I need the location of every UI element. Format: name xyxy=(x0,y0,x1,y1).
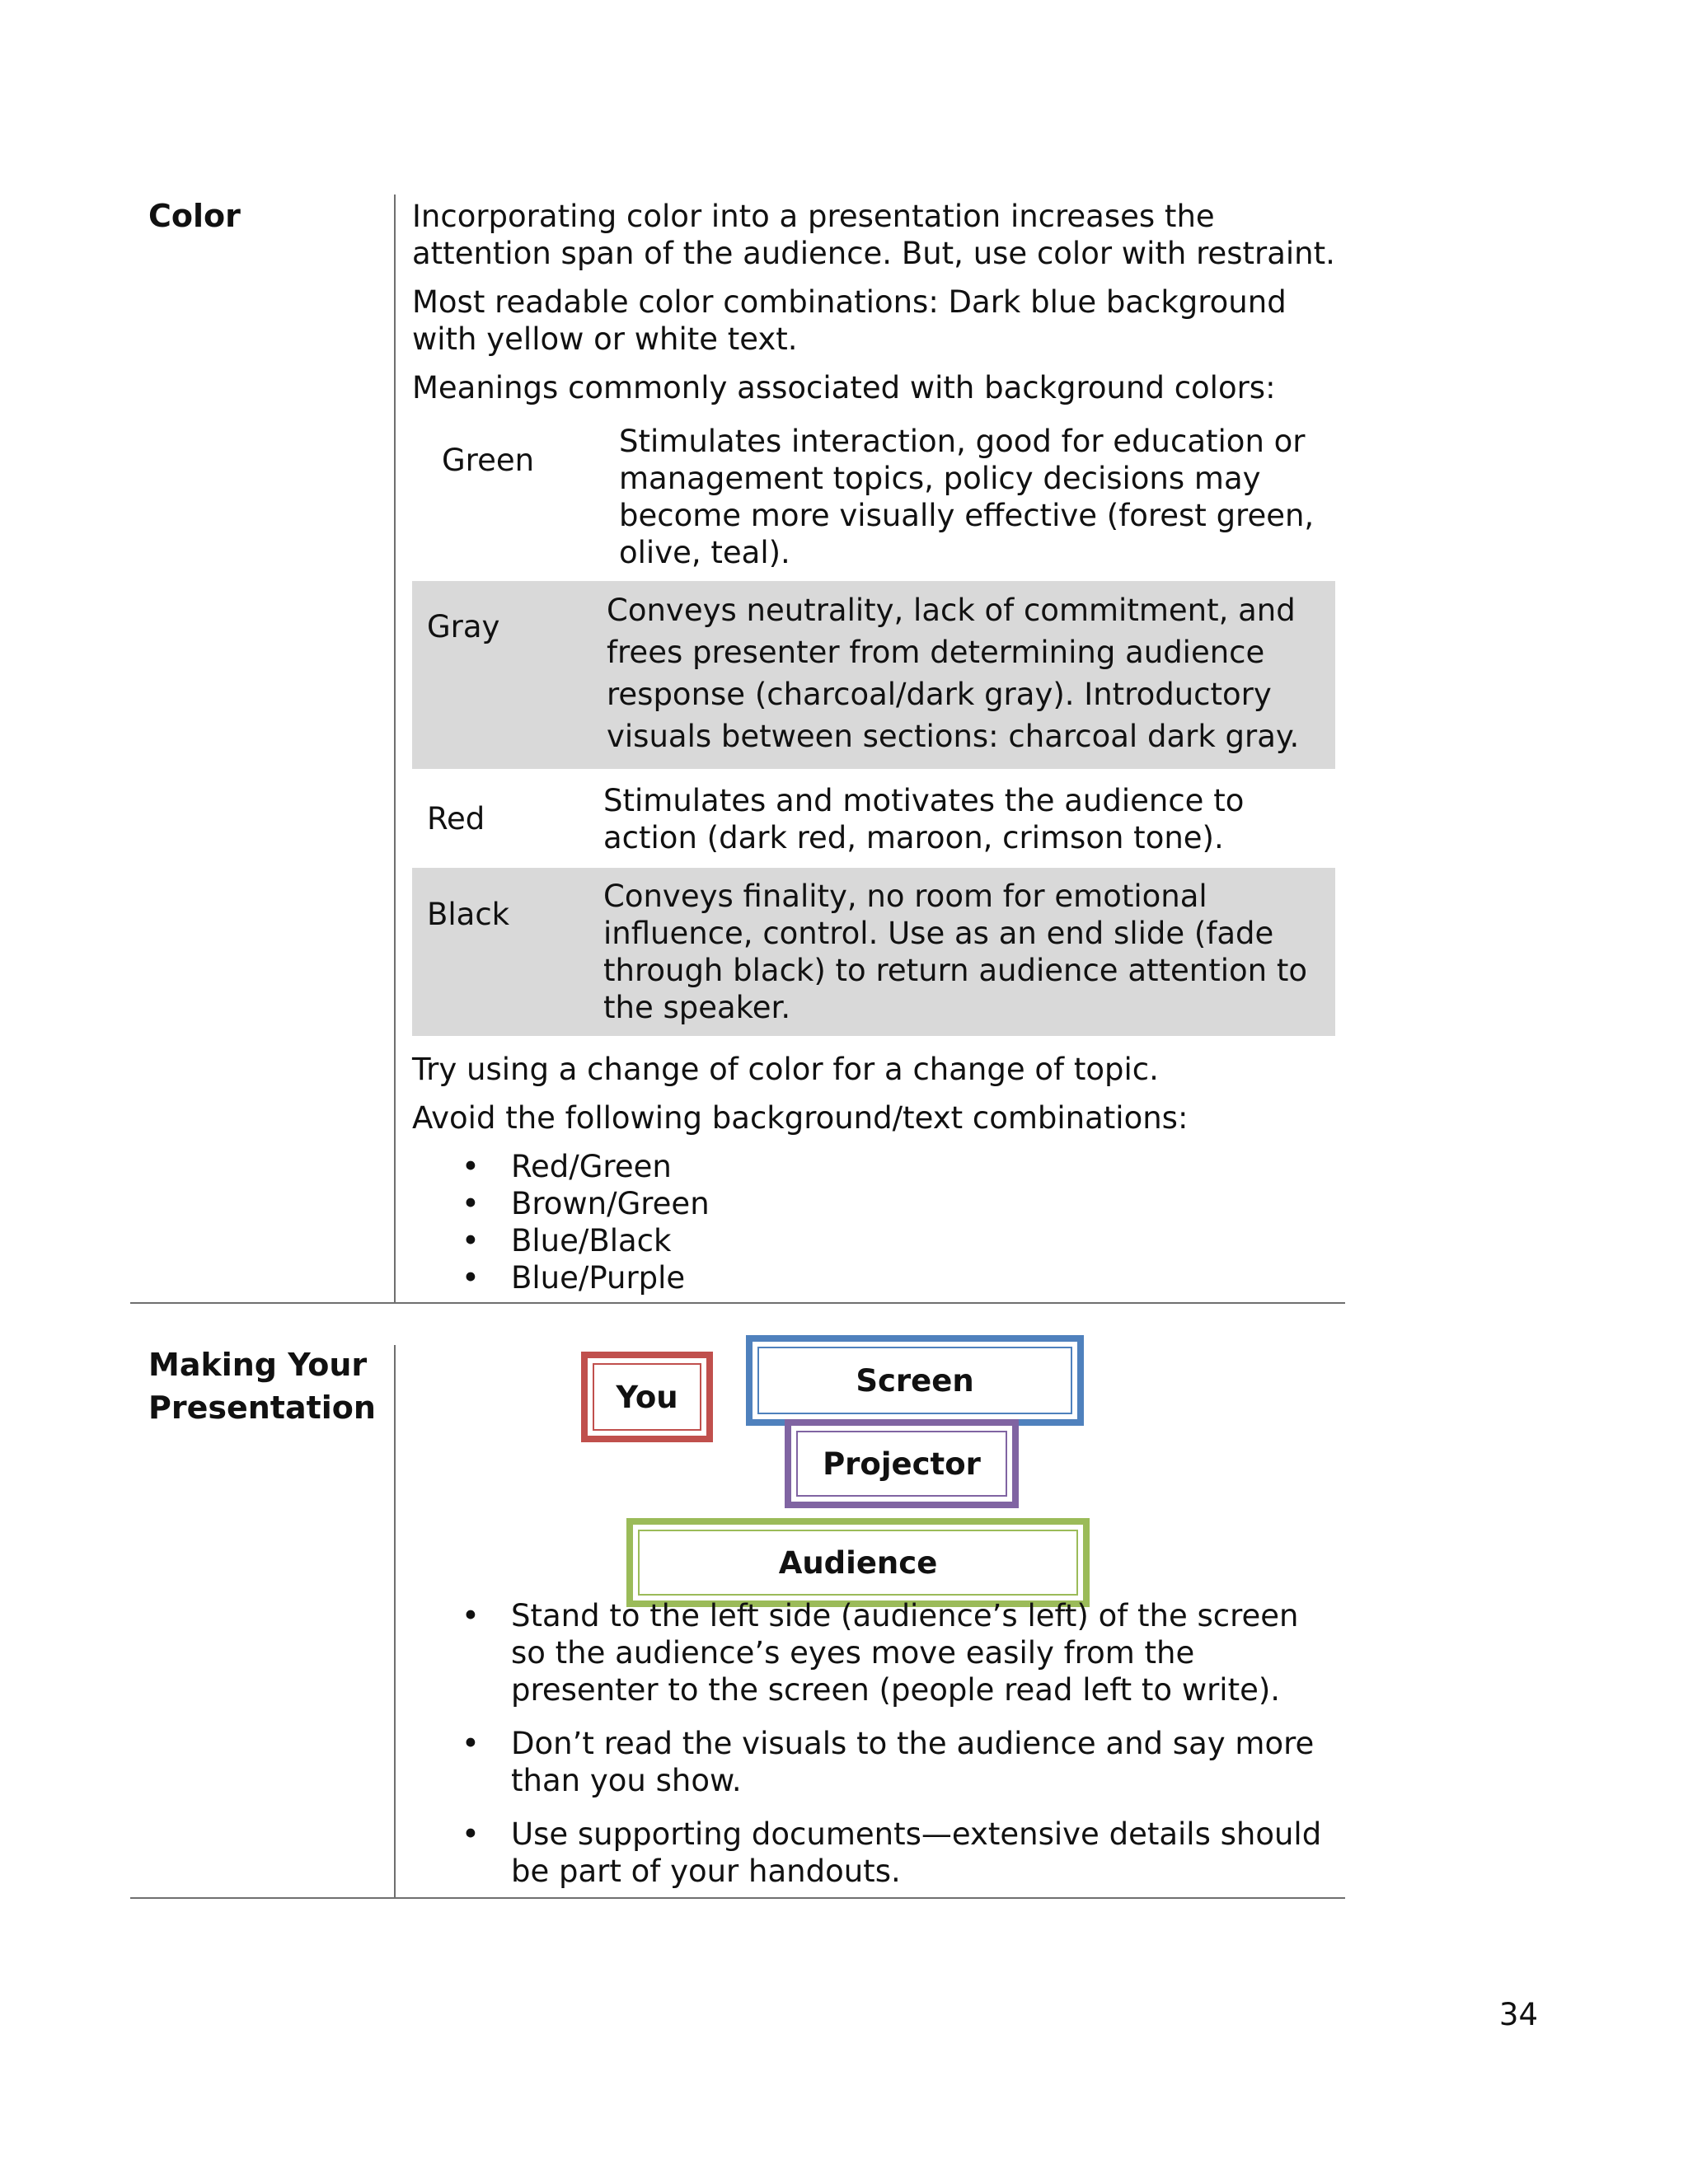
section-divider xyxy=(130,1302,1345,1304)
making-heading: Making Your Presentation xyxy=(148,1347,376,1426)
projector-label: Projector xyxy=(823,1446,981,1482)
column-divider xyxy=(394,194,396,1302)
list-item: • Red/Green xyxy=(412,1148,1335,1185)
list-item: • Use supporting documents—extensive details should be part of your handouts. xyxy=(412,1816,1335,1890)
color-row-red xyxy=(412,769,1335,868)
you-label: You xyxy=(616,1379,678,1415)
color-row-green xyxy=(412,423,1335,581)
avoid-intro: Avoid the following background/text combinations: xyxy=(412,1100,1189,1136)
color-content xyxy=(412,198,1335,1296)
color-tip: Try using a change of color for a change of topic. xyxy=(412,1052,1159,1087)
color-meanings-table xyxy=(412,423,1335,1036)
you-box xyxy=(581,1352,713,1442)
audience-box xyxy=(626,1518,1090,1607)
screen-box xyxy=(746,1335,1084,1426)
audience-label: Audience xyxy=(778,1544,938,1581)
color-paragraph-3: Meanings commonly associated with background colors: xyxy=(412,370,1276,405)
color-heading: Color xyxy=(148,198,241,234)
color-name: Red xyxy=(427,801,485,837)
color-row-black xyxy=(412,868,1335,1036)
list-item: • Blue/Black xyxy=(412,1222,1335,1259)
column-divider xyxy=(394,1345,396,1899)
color-name: Black xyxy=(427,897,510,932)
list-item: • Brown/Green xyxy=(412,1185,1335,1222)
list-item: • Stand to the left side (audience’s left) of the screen so the audience’s eyes move easily from the presenter to the screen (people read left to write). xyxy=(412,1597,1335,1708)
screen-label: Screen xyxy=(856,1362,974,1399)
color-row-gray xyxy=(412,581,1335,769)
avoid-list xyxy=(412,1148,1335,1296)
color-description: Conveys finality, no room for emotional influence, control. Use as an end slide (fade through black) to return audience attention to the speaker. xyxy=(603,879,1307,1025)
list-item: • Blue/Purple xyxy=(412,1259,1335,1296)
presentation-tips-list xyxy=(412,1597,1335,1890)
color-description: Stimulates and motivates the audience to action (dark red, maroon, crimson tone). xyxy=(603,783,1245,855)
section-divider xyxy=(130,1897,1345,1899)
page-number: 34 xyxy=(1498,1997,1538,2032)
list-item: • Don’t read the visuals to the audience and say more than you show. xyxy=(412,1725,1335,1799)
color-paragraph-2: Most readable color combinations: Dark blue background with yellow or white text. xyxy=(412,284,1287,357)
color-name: Gray xyxy=(427,609,500,644)
color-paragraph-1: Incorporating color into a presentation increases the attention span of the audience. But, use color with restraint. xyxy=(412,199,1335,271)
color-description: Conveys neutrality, lack of commitment, and frees presenter from determining audience response (charcoal/dark gray). Introductory visuals between sections: charcoal dark gray. xyxy=(607,593,1300,754)
color-name: Green xyxy=(442,443,535,478)
projector-box xyxy=(785,1419,1019,1508)
making-content xyxy=(412,1597,1335,1906)
color-description: Stimulates interaction, good for education or management topics, policy decisions may become more visually effective (forest green, olive, teal). xyxy=(619,424,1315,570)
